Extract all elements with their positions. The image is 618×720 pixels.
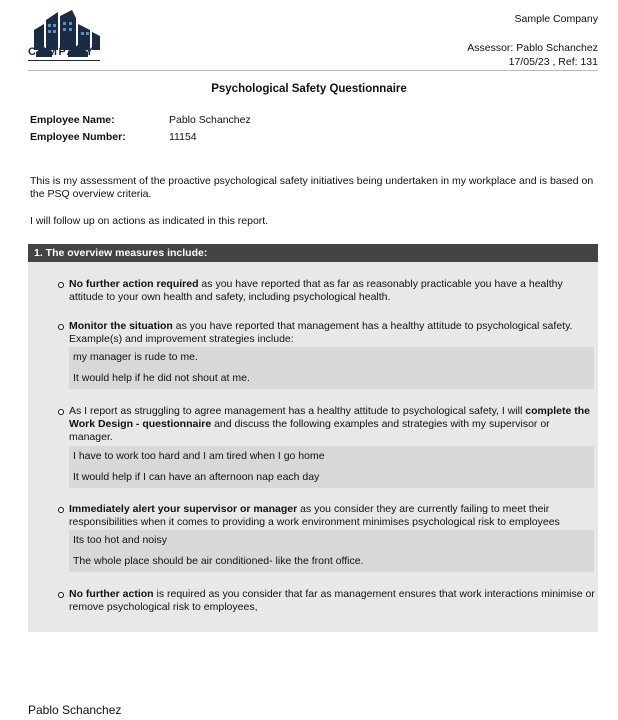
example-line: Its too hot and noisy bbox=[73, 534, 167, 546]
document-title: Psychological Safety Questionnaire bbox=[211, 83, 407, 95]
measure-action: No further action required bbox=[69, 278, 199, 290]
example-line: my manager is rude to me. bbox=[73, 351, 198, 363]
measure-item bbox=[69, 588, 596, 614]
measure-action: complete the Work Design - questionnaire bbox=[69, 405, 590, 430]
bullet-icon bbox=[58, 592, 64, 598]
measure-text: as you have reported that as far as reasonably practicable you have a healthy attitude to your own health and safety, including psychological health. bbox=[69, 278, 563, 303]
company-name: Sample Company bbox=[514, 13, 598, 25]
overview-section bbox=[28, 244, 598, 632]
example-line: It would help if I can have an afternoon nap each day bbox=[73, 471, 320, 483]
measure-item bbox=[69, 503, 596, 529]
example-line: I have to work too hard and I am tired when I go home bbox=[73, 450, 325, 462]
logo-text: COMPANY bbox=[28, 46, 95, 58]
measure-item bbox=[69, 320, 596, 346]
measure-text: is required as you consider that far as management ensures that work interactions minimise or remove psychological risk to employees, bbox=[69, 588, 595, 613]
measure-intro: As I report as struggling to agree management has a healthy attitude to psychological safety, I will bbox=[69, 405, 526, 417]
measure-text: as you consider they are currently failing to meet their responsibilities when it comes to providing a work environment minimises psychological risk to employees bbox=[69, 503, 560, 528]
example-box bbox=[69, 347, 594, 389]
measure-action: Monitor the situation bbox=[69, 320, 173, 332]
section-heading: 1. The overview measures include: bbox=[28, 244, 598, 262]
example-line: It would help if he did not shout at me. bbox=[73, 372, 250, 384]
measure-text: and discuss the following examples and strategies with my supervisor or manager. bbox=[69, 418, 550, 443]
bullet-icon bbox=[58, 507, 64, 513]
header-divider bbox=[28, 70, 598, 71]
employee-name-value: Pablo Schanchez bbox=[169, 114, 251, 126]
bullet-icon bbox=[58, 409, 64, 415]
example-box bbox=[69, 446, 594, 488]
employee-name-label: Employee Name: bbox=[30, 114, 115, 126]
measure-action: No further action bbox=[69, 588, 154, 600]
follow-up-paragraph: I will follow up on actions as indicated in this report. bbox=[30, 215, 269, 227]
example-line: The whole place should be air conditioned- like the front office. bbox=[73, 555, 364, 567]
measure-action: Immediately alert your supervisor or manager bbox=[69, 503, 298, 515]
intro-paragraph: This is my assessment of the proactive psychological safety initiatives being undertaken in my workplace and is based on the PSQ overview criteria. bbox=[30, 175, 594, 200]
signer-name: Pablo Schanchez bbox=[28, 703, 122, 717]
measure-text: as you have reported that management has a healthy attitude to psychological safety. Example(s) and improvement strategies include: bbox=[69, 320, 573, 345]
employee-number-value: 11154 bbox=[169, 131, 197, 143]
employee-number-label: Employee Number: bbox=[30, 131, 126, 143]
bullet-icon bbox=[58, 324, 64, 330]
bullet-icon bbox=[58, 282, 64, 288]
measure-item bbox=[69, 405, 596, 444]
example-box bbox=[69, 530, 594, 572]
date-ref-line: 17/05/23 , Ref: 131 bbox=[508, 56, 598, 68]
logo-rule bbox=[28, 60, 100, 61]
assessor-block bbox=[467, 41, 598, 69]
assessor-line: Assessor: Pablo Schanchez bbox=[467, 42, 598, 54]
measure-item bbox=[69, 278, 596, 304]
